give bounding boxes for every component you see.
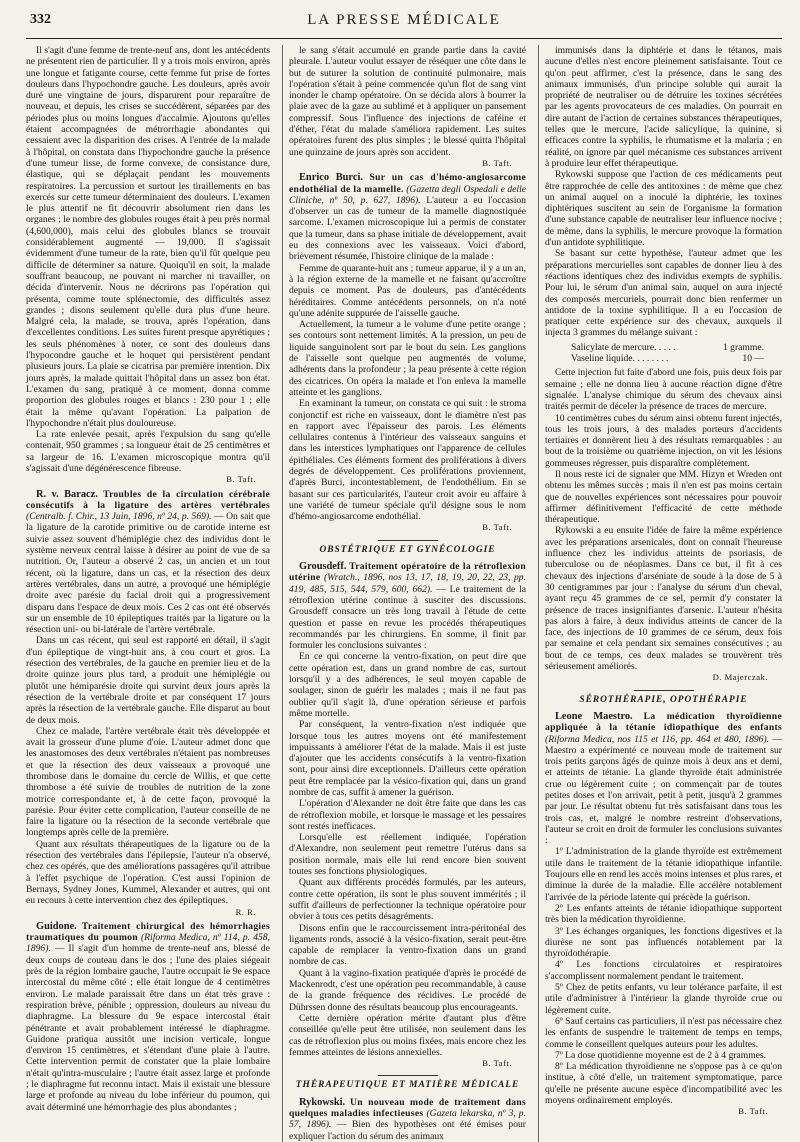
paragraph: Par conséquent, la ventro-fixation n'est indiquée que lorsque tous les autres moyens ont été manifestement impuissants à améliorer l'état de la malade. Mais il est juste d'ajouter que les accidents consécutifs à la ventro-fixation sont, pour ainsi dire exceptionnels. D'ailleurs cette opération peut être remplacée par la vésico-fixation qui, dans un grand nombre de cas, suffit à amener la guérison. [289,719,526,798]
article-entry [545,711,782,847]
paragraph: 3º Les échanges organiques, les fonctions digestives et la diurèse ne sont pas influencés notablement par la thyroïdothérapie. [545,925,782,960]
formula-ingredient: Salicylate de mercure. . . . . [571,341,676,353]
page-number: 332 [30,12,51,27]
paragraph: le sang s'était accumulé en grande partie dans la cavité pleurale. L'auteur voulut essayer de réséquer une côte dans le but de suturer la solution de continuité pulmonaire, mais l'opération s'était à peine commencée qu'un flot de sang vint inonder le champ opératoire. On se décida alors à bourrer la plaie avec de la gaze au sublimé et à appliquer un pansement compressif. Sous l'influence des injections de caféine et d'éther, l'état du malade s'améliora rapidement. Les suites opératoires furent des plus simples ; le blessé quitta l'hôpital une quinzaine de jours après son accident. [289,45,526,158]
article-body: — Maestro a expérimenté ce nouveau mode de traitement sur trois petits garçons âgés de quinze mois à deux ans et demi, et atteints de tétanie. La glande thyroïde était administrée crue ou légèrement cuite ; on commençait par de toutes petites doses et l'on arrivait, petit à petit, jusqu'à 2 grammes par jour. Le résultat obtenu fut très satisfaisant dans tous les trois cas, et, malgré le nombre restreint d'observations, l'auteur se croit en droit de formuler les conclusions suivantes : [545,733,782,847]
formula-ingredient: Vaseline liquide. . . . . . . . [571,353,669,365]
formula-amount: 10 — [742,353,764,365]
article-body: L'auteur a eu l'occasion d'observer un cas de tumeur de la mamelle diagnostiquée sarcome. L'examen microscopique lui a permis de constater que la tumeur, dans sa phase initiale de développement, avait eu des connexions avec les vaisseaux. Voici d'abord, brièvement résumée, l'histoire clinique de la malade : [289,194,526,263]
paragraph: La rate enlevée pesait, après l'expulsion du sang qu'elle contenait, 950 grammes ; sa longueur était de 25 centimètres et sa largeur de 16. L'examen microscopique montra qu'il s'agissait d'une dégénérescence fibreuse. [26,429,270,474]
paragraph: Actuellement, la tumeur a le volume d'une petite orange ; ses contours sont nettement limités. A la pression, un peu de liquide sanguinolent sort par le bout du sein. Les ganglions de l'aisselle sont quelque peu augmentés de volume, adhérents dans la profondeur ; la peau présente à cette région des cicatrices. On opéra la malade et l'on enleva la mamelle atteinte et les ganglions. [289,319,526,398]
article-reference: (Wratch., 1896, nos 13, 17, 18, 19, 20, 22, 23, pp. 419, 485, 515, 544, 579, 600, 662). [289,572,526,595]
paragraph: Rykowski suppose que l'action de ces médicaments peut être rapprochée de celle des antitoxines : de même que chez un animal auquel on a inoculé la diphtérie, les toxines diphtériques suscitent au sein de l'organisme la formation d'une substance capable de neutraliser leur influence nocive ; de même, dans la syphilis, le mercure provoque la formation d'un antidote syphilitique. [545,169,782,249]
paragraph: 4º Les fonctions circulatoires et respiratoires s'accomplissent normalement pendant le traitement. [545,959,782,982]
column-left [26,45,270,1142]
paragraph: Quant à la vagino-fixation pratiquée d'après le procédé de Mackenrodt, c'est une opération peu recommandable, à cause de la grande fréquence des récidives. Le procédé de Dührssen donne des résultats beaucoup plus encourageants. [289,967,526,1013]
section-heading: THÉRAPEUTIQUE ET MATIÈRE MÉDICALE [295,1080,520,1091]
section-rule [378,1075,438,1076]
text-columns [26,45,782,1142]
author-signature: B. Taft. [738,1106,768,1117]
article-reference: (Gazeta lekarska, nº 3, p. 57, 1896). [289,1108,526,1131]
paragraph: 10 centimètres cubes du sérum ainsi obtenu furent injectés, tous les trois jours, à des malades porteurs d'accidents tertiaires et donnèrent lieu à des résultats remarquables : au bout de la troisième ou quatrième injection, on vit les lésions gommeuses régresser, puis disparaître complètement. [545,412,782,469]
article-author: Rykowski. [299,1096,346,1108]
paragraph: 2º Les enfants atteints de tétanie idiopathique supportent très bien la médication thyroïdienne. [545,902,782,926]
article-body: — Il s'agit d'un homme de trente-neuf ans, blessé de deux coups de couteau dans le dos ; l'une des plaies siégeait près de la région lombaire gauche, l'autre occupait le 9e espace intercostal du même côté ; elle était longue de 4 centimètres environ. Le malade paraissait être dans un état très grave : respiration brève, pénible ; oppression, douleurs au niveau du diaphragme. La blessure du 9e espace intercostal était pénétrante et avait probablement intéressé le diaphragme. Guidone pratiqua aussitôt une incision verticale, longue d'environ 15 centimètres, et s'étendant d'une plaie à l'autre. Cette intervention permit de constater que la plaie lombaire n'était qu'intra-musculaire ; l'autre était assez large et profonde ; le diaphragme fut reconnu intact. Mais il existait une blessure large et profonde au niveau du lobe inférieur du poumon, qui avait déterminé une hémorrhagie des plus abondantes ; [26,943,270,1113]
article-author: Leone Maestro. [555,710,633,722]
paragraph: Lorsqu'elle est réellement indiquée, l'opération d'Alexandre, non seulement peut remettre l'utérus dans sa position normale, mais elle lui rend encore bien souvent toutes ses fonctions physiologiques. [289,832,526,878]
paragraph: immunisés dans la diphtérie et dans le tétanos, mais aucune d'elles n'est encore pleinement satisfaisante. Tout ce qu'on peut affirmer, c'est la présence, dans le sang des animaux immunisés, d'un principe soluble qui aurait la propriété de neutraliser ou de détruire les toxines sécrétées par les agents provocateurs de ces maladies. On pourrait en dire autant de l'action de certaines substances thérapeutiques, telles que le mercure, l'acide salicylique, la quinine, si efficaces contre la syphilis, le rhumatisme et la malaria ; en réalité, on ignore par quel mécanisme ces substances arrivent à produire leur effet thérapeutique. [545,45,782,169]
author-signature: B. Taft. [482,522,512,533]
paragraph: 6º Sauf certains cas particuliers, il n'est pas nécessaire chez les enfants de suspendre le traitement de temps en temps, comme le conseillent quelques auteurs pour les adultes. [545,1015,782,1050]
journal-title: LA PRESSE MÉDICALE [307,12,501,28]
article-reference: (Centralb. f. Chir., 13 Juin, 1896, nº 24, p. 569). [26,511,212,523]
article-entry [289,172,526,262]
paragraph: En examinant la tumeur, on constata ce qui suit : le stroma conjonctif est riche en vaisseaux, dont le diamètre n'est pas en rapport avec l'épaisseur des parois. Les éléments cellulaires contenus à l'intérieur des vaisseaux sanguins et dans les interstices lymphatiques ont l'apparence de cellules épithéliales. Ces éléments forment des proliférations à divers degrés de développement. Ces proliférations proviennent, d'après Burci, incontestablement, de l'endothélium. En se basant sur ces particularités, l'auteur croit avoir eu affaire à une variété de tumeur spéciale qu'il désigne sous le nom d'hémo-angiosarcome endothélial. [289,398,526,523]
paragraph: Quant aux résultats thérapeutiques de la ligature ou de la résection des vertébrales dans l'épilepsie, l'auteur n'a observé, chez ces opérés, que des améliorations passagères qu'il attribue à l'effet psychique de l'opération. C'est aussi l'opinion de Bernays, Sydney Jones, Kummel, Alexander et autres, qui ont eu recours à cette intervention chez des épileptiques. [26,838,270,907]
author-signature: D. Majerczak. [712,672,768,683]
paragraph: Se basant sur cette hypothèse, l'auteur admet que les préparations mercurielles sont capables de donner lieu à des réactions identiques chez des individus exempts de syphilis. Pour lui, le sérum d'un animal sain, auquel on aura injecté des composés mercuriels, pourrait donc bien renfermer un antidote de la toxine syphilitique. Il a eu l'occasion de pratiquer cette expérience sur des chevaux, auxquels il injecta 3 grammes du mélange suivant : [545,248,782,339]
article-title: La médication thyroïdienne appliquée à la tétanie idiopathique des enfants [545,710,782,734]
article-title: Un nouveau mode de traitement dans quelques maladies infectieuses [289,1096,526,1120]
article-author: R. v. Baracz. [36,488,98,500]
article-body: — Bien des hypothèses ont été émises pour expliquer l'action du sérum des animaux [289,1119,526,1142]
author-signature: R. R. [235,906,256,917]
section-heading: OBSTÉTRIQUE ET GYNÉCOLOGIE [319,544,496,555]
author-signature: B. Taft. [482,157,512,168]
author-signature: B. Taft. [482,1058,512,1069]
header-rule [26,38,782,39]
formula-row [545,342,782,353]
paragraph: Cette injection fut faite d'abord une fois, puis deux fois par semaine ; elle ne donna lieu à aucune réaction digne d'être signalée. L'analyse chimique du sérum des chevaux ainsi traités permit de déceler la présence de traces de mercure. [545,367,782,413]
article-title: Traitement chirurgical des hémorrhagies traumatiques du poumon [26,920,270,944]
article-reference: (Riforma Medica, nos 115 et 116, pp. 464 et 480, 1896). [545,733,770,745]
section-rule [634,690,694,691]
paragraph: 1º L'administration de la glande thyroïde est extrêmement utile dans le traitement de la tétanie idiopathique infantile. Toujours elle en rend les accès moins intenses et plus rares, et diminue la durée de la maladie. Elle accélère notablement l'arrivée de la période latente qui précède la guérison. [545,846,782,903]
running-header [26,12,782,34]
article-entry [26,921,270,1113]
article-author: Enrico Burci. [299,172,363,184]
paragraph: Quant aux différents procédés formulés, par les auteurs, contre cette opération, ils sont le plus souvent immérités ; il suffit d'ailleurs de perfectionner la technique opératoire pour obvier à tous ces petits désagréments. [289,877,526,923]
article-body: — On sait que la ligature de la carotide primitive ou de carotide interne est suivie assez souvent d'hémiplégie chez des individus dont le système nerveux central laisse à désirer au point de vue de sa nutrition. Or, l'auteur a observé 2 cas, un ancien et un tout récent, où la ligature, dans un cas, et la résection des deux artères vertébrales, dans un autre, a provoqué une hémiplégie droite avec parésie du facial droit qui a progressivement disparu dans l'espace de deux mois. Ces 2 cas ont été observés sur un ensemble de 10 épileptiques traités par la ligature ou la résection uni- ou bi-latérale de l'artère vertébrale. [26,511,270,636]
article-entry [289,1097,526,1142]
paragraph: 8º La médication thyroïdienne ne s'oppose pas à ce qu'on institue, à côté d'elle, un traitement symptomatique, parce qu'elle ne présente aucune espèce d'incompatibilité avec les moyens ordinairement employés. [545,1061,782,1107]
section-heading: SÉROTHÉRAPIE, OPOTHÉRAPIE [579,694,748,705]
paragraph: Cette dernière opération mérite d'autant plus d'être conseillée qu'elle peut être utilisée, non seulement dans les cas de rétroflexion plus ou moins fixées, mais encore chez les femmes atteintes de lésions annexielles. [289,1012,526,1058]
article-body: — Le traitement de la rétroflexion utérine continue à susciter des discussions. Grousdeff consacre un très long travail à l'étude de cette question et passe en revue les procédés thérapeutiques recommandés par les chirurgiens. En somme, il finit par formuler les conclusions suivantes : [289,583,527,652]
article-entry [289,561,526,651]
prescription-formula [545,342,782,365]
paragraph: 5º Chez de petits enfants, vu leur tolérance parfaite, il est utile d'administrer à l'intérieur la glande thyroïde crue ou légèrement cuite. [545,982,782,1016]
paragraph: Femme de quarante-huit ans ; tumeur apparue, il y a un an, à la région externe de la mamelle et ne faisant qu'accroître depuis ce moment. Pas de douleurs, pas d'antécédents héréditaires. Comme antécédents personnels, on n'a noté qu'une adénite suppurée de l'aisselle gauche. [289,262,526,319]
formula-amount: 1 gramme. [722,341,764,353]
formula-row [545,353,782,364]
paragraph: Il nous reste ici de signaler que MM. Hizyn et Wreden ont obtenu les mêmes succès ; mais il n'en est pas moins certain que de nouvelles expériences sont nécessaires pour pouvoir affirmer définitivement l'efficacité de cette méthode thérapeutique. [545,468,782,526]
article-entry [26,489,270,636]
article-author: Guidone. [36,920,77,932]
column-right [538,45,782,1142]
paragraph: Chez ce malade, l'artère vertébrale était très développée et avait la grosseur d'une plume d'oie. L'auteur admet donc que les anastomoses des deux vertébrales n'étaient pas nombreuses et que la résection des deux vaisseaux a provoqué une thrombose dans le domaine du cercle de Willis, et que cette thrombose a été suivie de troubles de nutrition de la zone motrice correspondante et, à de cette façon, provoqué la parésie. Pour éviter cette complication, l'auteur conseille de ne faire la ligature ou la résection de la seconde vertébrale que longtemps après celle de la première. [26,725,270,839]
paragraph: En ce qui concerne la ventro-fixation, on peut dire que cette opération est, dans un grand nombre de cas, surtout lorsqu'il y a des adhérences, le seul moyen capable de soulager, sinon de guérir les malades ; mais il ne faut pas oublier qu'il s'agit là, d'une opération sérieuse et parfois même mortelle. [289,651,526,719]
article-title: Troubles de la circulation cérébrale consécutifs à la ligature des artères vertébrales [26,488,271,511]
column-middle [282,45,526,1142]
paragraph: Il s'agit d'une femme de trente-neuf ans, dont les antécédents ne présentent rien de particulier. Il y a trois mois environ, après une longue et fatigante course, cette femme fut prise de fortes douleurs dans l'hypochondre gauche. Les douleurs, après avoir duré une vingtaine de jours, disparurent pour reparaître de nouveau, et depuis, les crises se succédèrent, séparées par des périodes plus ou moins longues d'accalmie. Ajoutons qu'elles étaient accompagnées de métrorrhagie abondantes qui cessaient avec la disparition des crises. A l'entrée de la malade à l'hôpital, on constata dans l'hypochondre gauche la présence d'une tumeur lisse, de forme convexe, de consistance dure, élastique, qui se déplaçait pendant les mouvements respiratoires. La percussion et surtout les tiraillements en bas exercés sur cette tumeur déterminaient des douleurs. L'examen le plus attentif ne fit découvrir absolument rien dans les organes ; le nombre des globules rouges était à peu près normal (4,600,000), mais celui des globules blancs se trouvait considérablement augmenté — 19,000. Il s'agissait évidemment d'une tumeur de la rate, bien qu'il fût quelque peu difficile de déterminer sa nature. Quoiqu'il en soit, la malade souffrant beaucoup, ne pouvant ni marcher ni travailler, on décida d'intervenir. Nous ne décrirons pas l'opération qui présenta, comme toute splénectomie, des difficultés assez grandes ; disons seulement qu'elle dura plus d'une heure. Malgré cela, la malade, se trouva, après l'opération, dans d'excellentes conditions. Les suites furent presque apyrétiques ; les seuls phénomènes à noter, ce sont des douleurs dans l'hypocondre gauche et le hoquet qui persistèrent pendant plusieurs jours. La plaie se cicatrisa par première intention. Dix jours après, la malade quittait l'hôpital dans un assez bon état. L'examen du sang, pratiqué à ce moment, donna comme proportion des globules rouges et blancs : 230 pour 1 ; elle était la même qu'avant l'opération. La palpation de l'hypochondre n'était plus douloureuse. [26,45,270,429]
article-title: Sur un cas d'hémo-angiosarcome endothélial de la mamelle. [289,172,527,195]
paragraph: L'opération d'Alexander ne doit être faite que dans les cas de rétroflexion mobile, et lorsque le massage et les pessaires sont restés inefficaces. [289,798,526,832]
section-rule [378,540,438,541]
article-reference: (Riforma Medica, nº 114, p. 458, 1896). [26,932,270,955]
paragraph: Dans un cas récent, qui seul est rapporté en détail, il s'agit d'un épileptique de vingt-huit ans, à cou court et gros. La résection des vertébrales, de la gauche en premier lieu et de la droite quinze jours plus tard, a produit une hémiplégie ou plutôt une hémiparésie droite qui survint deux jours après la résection de la vertébrale droite et par conséquent 17 jours après la résection de la vertébrale gauche. Elle disparut au bout de deux mois. [26,635,270,726]
paragraph: Disons enfin que le raccourcissement intra-péritonéal des ligaments ronds, associé à la vésico-fixation, serait peut-être capable de remplacer la ventro-fixation dans un grand nombre de cas. [289,922,526,968]
article-title: Traitement opératoire de la rétroflexion utérine [289,561,526,584]
paragraph: Rykowski a eu ensuite l'idée de faire la même expérience avec les préparations arsenicales, dont on connaît l'heureuse influence chez les individus atteints de psoriasis, de tuberculose ou de néoplasmes. Dans ce but, il fit à ces chevaux des injections d'arséniate de soude à la dose de 5 à 30 centigrammes par jour : l'analyse du sérum d'un cheval, ayant reçu 45 grammes de ce sel, permit d'y constater la présence de traces insignifiantes d'arsenic. L'auteur n'hésita pas alors à faire, à deux individus atteints de cancer de la face, des injections de 10 grammes de ce sérum, deux fois par semaine et cela pendant six semaines consécutives ; au bout de ce temps, ces deux malades se trouvèrent très sérieusement améliorés. [545,525,782,673]
article-author: Grousdeff. [299,561,347,573]
paragraph: 7º La dose quotidienne moyenne est de 2 à 4 grammes. [555,1049,767,1061]
author-signature: B. Taft. [226,474,256,485]
article-reference: (Gazetta degli Ospedali e delle Cliniche, nº 50, p. 627, 1896). [289,183,526,206]
